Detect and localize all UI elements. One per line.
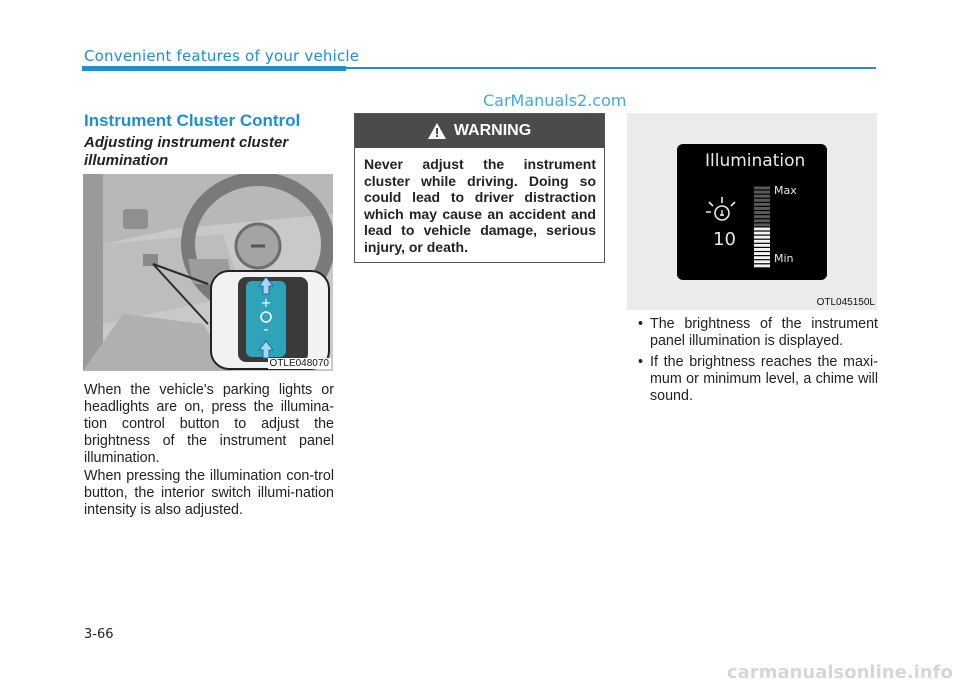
illumination-screen: [677, 144, 827, 280]
steering-wheel-photo: [83, 174, 333, 371]
body-paragraph: When pressing the illumination con-trol button, the interior switch illumi-nation intensity is also adjusted.: [84, 468, 334, 518]
bullet-list: [638, 316, 878, 409]
level-segment: [754, 260, 770, 263]
illumination-title: Illumination: [705, 151, 806, 171]
watermark-bottom: carmanualsonline.info: [727, 662, 953, 683]
subsection-title: Adjusting instrument cluster illumination: [84, 134, 289, 169]
brightness-level-bar: [754, 186, 770, 268]
level-segment: [754, 223, 770, 226]
warning-triangle-icon: [428, 123, 446, 139]
level-segment: [754, 252, 770, 255]
level-segment: [754, 240, 770, 243]
level-segment: [754, 195, 770, 198]
level-segment: [754, 232, 770, 235]
level-segment: [754, 264, 770, 267]
illumination-level-value: 10: [713, 229, 736, 250]
level-segment: [754, 236, 770, 239]
header-rule: [346, 67, 876, 69]
warning-header: [355, 114, 604, 148]
figure-caption: OTL045150L: [816, 297, 875, 308]
level-segment: [754, 207, 770, 210]
section-title: Instrument Cluster Control: [84, 111, 301, 130]
svg-text:+: +: [260, 296, 272, 311]
warning-box: [354, 113, 605, 263]
steering-wheel-illustration: [83, 174, 333, 371]
level-segment: [754, 187, 770, 190]
section-header-title: Convenient features of your vehicle: [84, 47, 360, 65]
level-segment: [754, 215, 770, 218]
level-segment: [754, 199, 770, 202]
body-paragraph: When the vehicle's parking lights or headlights are on, press the illumina-tion control button to adjust the brightness of the instrument panel illumination.: [84, 382, 334, 466]
bullet-item: • If the brightness reaches the maxi-mum or minimum level, a chime will sound.: [638, 354, 878, 405]
min-label: Min: [774, 252, 794, 265]
level-segment: [754, 256, 770, 259]
level-segment: [754, 219, 770, 222]
illumination-icon: [705, 196, 739, 226]
watermark-top: CarManuals2.com: [483, 91, 627, 110]
level-segment: [754, 244, 770, 247]
photo-caption: OTLE048070: [269, 358, 329, 369]
bullet-item: • The brightness of the instrument panel illumination is displayed.: [638, 316, 878, 350]
level-segment: [754, 228, 770, 231]
warning-text: Never adjust the instrument cluster while driving. Doing so could lead to driver distraction which may cause an accident and lead to vehicle damage, serious injury, or death.: [364, 156, 596, 255]
level-segment: [754, 211, 770, 214]
illumination-figure: [627, 113, 877, 310]
level-segment: [754, 191, 770, 194]
max-label: Max: [774, 184, 797, 197]
level-segment: [754, 203, 770, 206]
page-number: 3-66: [84, 627, 114, 642]
svg-text:-: -: [263, 322, 269, 338]
level-segment: [754, 248, 770, 251]
header-accent-bar: [82, 66, 346, 71]
warning-label: WARNING: [453, 122, 532, 139]
